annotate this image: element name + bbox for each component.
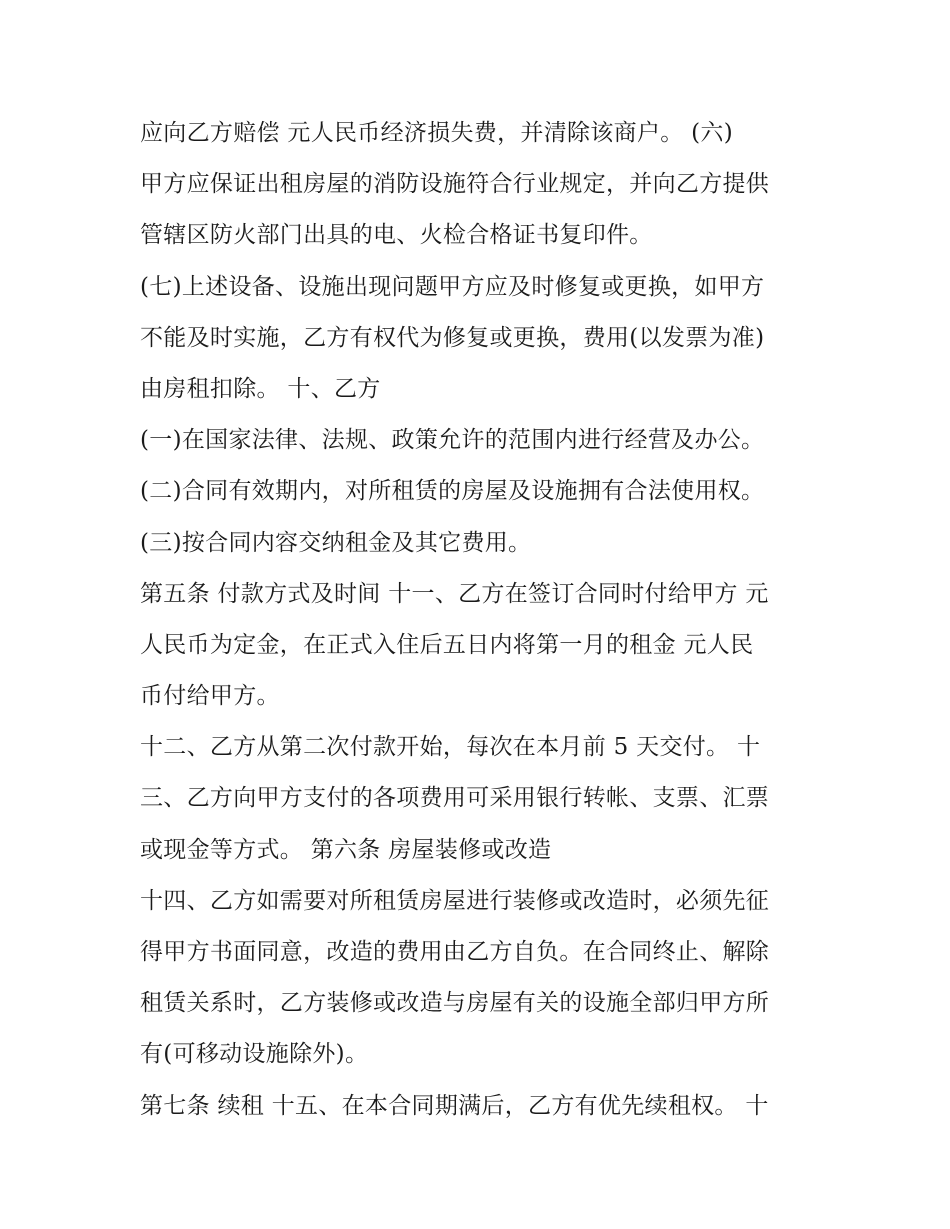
text-line: (七)上述设备、设施出现问题甲方应及时修复或更换，如甲方 xyxy=(140,273,765,300)
text-line: 应向乙方赔偿 元人民币经济损失费，并清除该商户。 (六) xyxy=(140,120,733,146)
text-line: 或现金等方式。 第六条 房屋装修或改造 xyxy=(140,836,552,863)
text-line: 管辖区防火部门出具的电、火检合格证书复印件。 xyxy=(140,222,653,249)
text-line: (二)合同有效期内，对所租赁的房屋及设施拥有合法使用权。 xyxy=(140,478,765,505)
text-line: 十二、乙方从第二次付款开始，每次在本月前 5 天交付。 十 xyxy=(140,734,761,761)
text-line: 三、乙方向甲方支付的各项费用可采用银行转帐、支票、汇票 xyxy=(140,785,770,812)
text-line: 十四、乙方如需要对所租赁房屋进行装修或改造时，必须先征 xyxy=(140,887,770,914)
text-line: 币付给甲方。 xyxy=(140,683,280,710)
text-line: 由房租扣除。 十、乙方 xyxy=(140,375,381,402)
text-line: 人民币为定金，在正式入住后五日内将第一月的租金 元人民 xyxy=(140,631,754,658)
text-line: 第七条 续租 十五、在本合同期满后，乙方有优先续租权。 十 xyxy=(140,1092,769,1119)
text-line: 第五条 付款方式及时间 十一、乙方在签订合同时付给甲方 元 xyxy=(140,580,769,607)
text-line: (三)按合同内容交纳租金及其它费用。 xyxy=(140,529,532,556)
document-body xyxy=(140,108,820,1132)
text-line: 得甲方书面同意，改造的费用由乙方自负。在合同终止、解除 xyxy=(140,939,770,965)
text-line: (一)在国家法律、法规、政策允许的范围内进行经营及办公。 xyxy=(140,427,765,454)
text-line: 有(可移动设施除外)。 xyxy=(140,1041,369,1068)
text-line: 租赁关系时，乙方装修或改造与房屋有关的设施全部归甲方所 xyxy=(140,990,770,1017)
text-line: 不能及时实施，乙方有权代为修复或更换，费用(以发票为准) xyxy=(140,324,765,351)
text-line: 甲方应保证出租房屋的消防设施符合行业规定，并向乙方提供 xyxy=(140,171,770,198)
